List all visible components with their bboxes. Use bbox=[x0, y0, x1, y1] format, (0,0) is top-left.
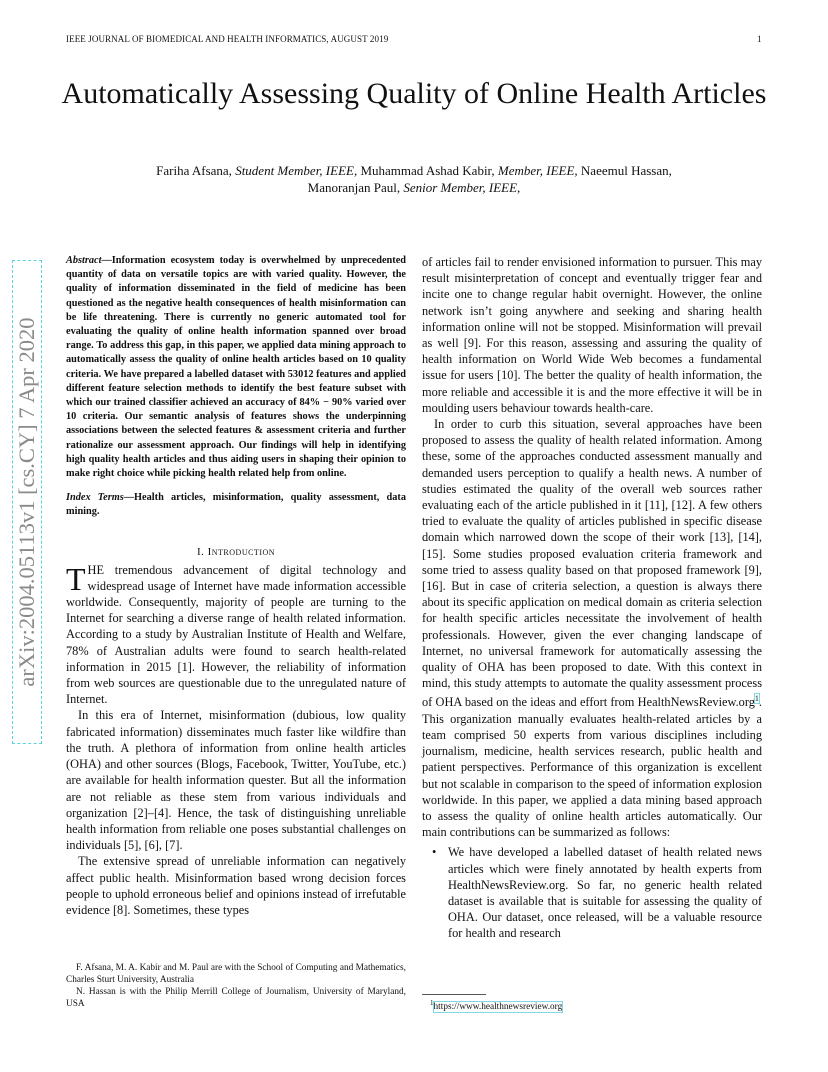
intro-paragraph-4-tail: . This organization manually evaluates health-related articles by a team comprised 50 experts from various disciplines including journalism, medicine, health services research, public health and patient perspectives. Performance of this organization is excellent but not scalable in comparison to the speed of information explosion worldwide. In this paper, we applied a data mining based approach to assess the quality of online health articles automatically. Our main contributions can be summarized as follows: bbox=[422, 695, 762, 840]
intro-paragraph-4 bbox=[422, 416, 762, 840]
footnote-affiliation-2: N. Hassan is with the Philip Merrill College of Journalism, University of Maryland, USA bbox=[66, 987, 406, 1009]
right-column bbox=[422, 254, 762, 942]
author-hassan: Naeemul Hassan, bbox=[577, 163, 672, 178]
arxiv-sidebar[interactable] bbox=[14, 262, 39, 742]
author-kabir: Muhammad Ashad Kabir, bbox=[357, 163, 498, 178]
paper-title: Automatically Assessing Quality of Online Health Articles bbox=[61, 77, 767, 110]
running-head: IEEE JOURNAL OF BIOMEDICAL AND HEALTH INFORMATICS, AUGUST 2019 bbox=[66, 34, 389, 44]
intro-paragraph-3: The extensive spread of unreliable information can negatively affect public health. Misinformation based wrong decision forces people to uphold erroneous belief and opinions instead of irrefutable evidence [8]. Sometimes, these types bbox=[66, 854, 406, 917]
footnote-affiliation-1: F. Afsana, M. A. Kabir and M. Paul are with the School of Computing and Mathematics, Charles Sturt University, Australia bbox=[66, 963, 406, 985]
list-item: • We have developed a labelled dataset of health related news articles which were finely annotated by health experts from HealthNewsReview.org. So far, no generic health related dataset is available that is suitable for assessing the quality of OHA. Our dataset, once released, will be a valuable resource for health and research bbox=[448, 844, 762, 941]
author-list bbox=[40, 162, 788, 196]
intro-paragraph-1-text: HE tremendous advancement of digital technology and widespread usage of Internet have made information accessible worldwide. Consequently, majority of people are turning to the Internet for searching a diverse range of health related information. According to a study by Australian Institute of Health and Welfare, 78% of Australian adults were found to search health-related information in 2015 [1]. However, the reliability of information from web sources are questionable due to the unregulated nature of Internet. bbox=[66, 562, 406, 707]
footnote-marker[interactable]: 1 bbox=[754, 694, 759, 704]
contributions-list bbox=[422, 844, 762, 941]
url-footnote-marker: 1 bbox=[430, 999, 434, 1007]
author-afsana: Fariha Afsana, bbox=[156, 163, 236, 178]
abstract-lead: Abstract bbox=[66, 255, 102, 266]
footnote-rule bbox=[422, 994, 486, 995]
index-terms bbox=[66, 491, 406, 519]
author-role: Senior Member, IEEE, bbox=[403, 180, 521, 195]
arxiv-identifier[interactable]: arXiv:2004.05113v1 [cs.CY] 7 Apr 2020 bbox=[14, 262, 40, 742]
intro-paragraph-4-text: In order to curb this situation, several approaches have been proposed to assess the quality of health related information. Among these, some of the approaches conducted assessment manually and demanded users perception to qualify a health news. A number of studies estimated the quality of the overall web sources rather evaluating each of the article published in it [11], [12]. A few others tried to evaluate the quality of articles published in specific disease domain which narrowed down the scope of their work [13], [14], [15]. Some studies proposed evaluation criteria framework and some tried to assess quality based on that proposed framework [9], [16]. But in case of criteria selection, a question is always there about its specific application on medical domain as criteria selection for health specific articles necessitate the involvement of health professionals. However, given the ever changing landscape of Internet, no universal framework for automatically assessing the quality of OHA has been proposed to date. With this context in mind, this study attempts to automate the quality assessment process of OHA based on the ideas and effort from HealthNewsReview.org bbox=[422, 417, 762, 710]
section-heading-introduction: I. Introduction bbox=[196, 545, 276, 558]
left-column bbox=[66, 254, 406, 918]
author-paul: Manoranjan Paul, bbox=[307, 180, 404, 195]
author-line-1 bbox=[40, 162, 788, 179]
intro-paragraph-2: In this era of Internet, misinformation (dubious, low quality fabricated information) disseminates much faster like wildfire than the truth. A plethora of information from online health articles (OHA) and other sources (Blogs, Facebook, Twitter, YouTube, etc.) are available for health information quester. But all the information are not reliable as these stem from various individuals and organization [2]–[4]. Hence, the task of distinguishing unreliable health information from reliable one poses substantial challenges on individuals [5], [6], [7]. bbox=[66, 708, 406, 853]
intro-paragraph-1 bbox=[66, 562, 406, 708]
drop-cap: T bbox=[66, 560, 86, 597]
index-terms-text: —Health articles, misinformation, quality assessment, data mining. bbox=[66, 492, 406, 518]
intro-paragraph-3-cont: of articles fail to render envisioned information to pursuer. This may result misinterpretation of concept and eventually trigger fear and incite one to change regular habit overnight. However, the online network isn’t going anywhere and seeking and sharing health information online will not be stopped. Misinformation will prevail as well [9]. For this reason, assessing and assuring the quality of health information on World Wide Web becomes a fundamental issue for users [10]. The better the quality of health information, the more reliable and accessible it is and the more effective it will be in moulding users behaviour towards health-care. bbox=[422, 255, 762, 415]
author-role: Member, IEEE, bbox=[497, 163, 578, 178]
abstract-text: —Information ecosystem today is overwhelmed by unprecedented quantity of data on versatile topics are with varied quality. However, the quality of information disseminated in the field of medicine has been questioned as the negative health consequences of health misinformation can be life threatening. There is currently no generic automated tool for evaluating the quality of online health information spanned over broad range. To address this gap, in this paper, we applied data mining approach to automatically assess the quality of online health articles based on 10 quality criteria. We have prepared a labelled dataset with 53012 features and applied different feature selection methods to identify the best feature subset with which our trained classifier achieved an accuracy of 84% − 90% varied over 10 criteria. Our semantic analysis of features shows the underpinning associations between the selected features & assessment criteria and further rationalize our assessment approach. Our findings will help in identifying high quality health articles and thus aiding users in shaping their opinion to make right choice while picking health related help from online. bbox=[66, 255, 406, 480]
index-terms-lead: Index Terms bbox=[66, 492, 124, 504]
abstract bbox=[66, 254, 406, 481]
author-line-2 bbox=[40, 179, 788, 196]
url-footnote bbox=[430, 999, 562, 1012]
author-role: Student Member, IEEE, bbox=[235, 163, 358, 178]
affiliation-footnotes bbox=[66, 962, 406, 1010]
healthnewsreview-link[interactable]: https://www.healthnewsreview.org bbox=[433, 1002, 563, 1013]
page-number: 1 bbox=[757, 34, 762, 44]
